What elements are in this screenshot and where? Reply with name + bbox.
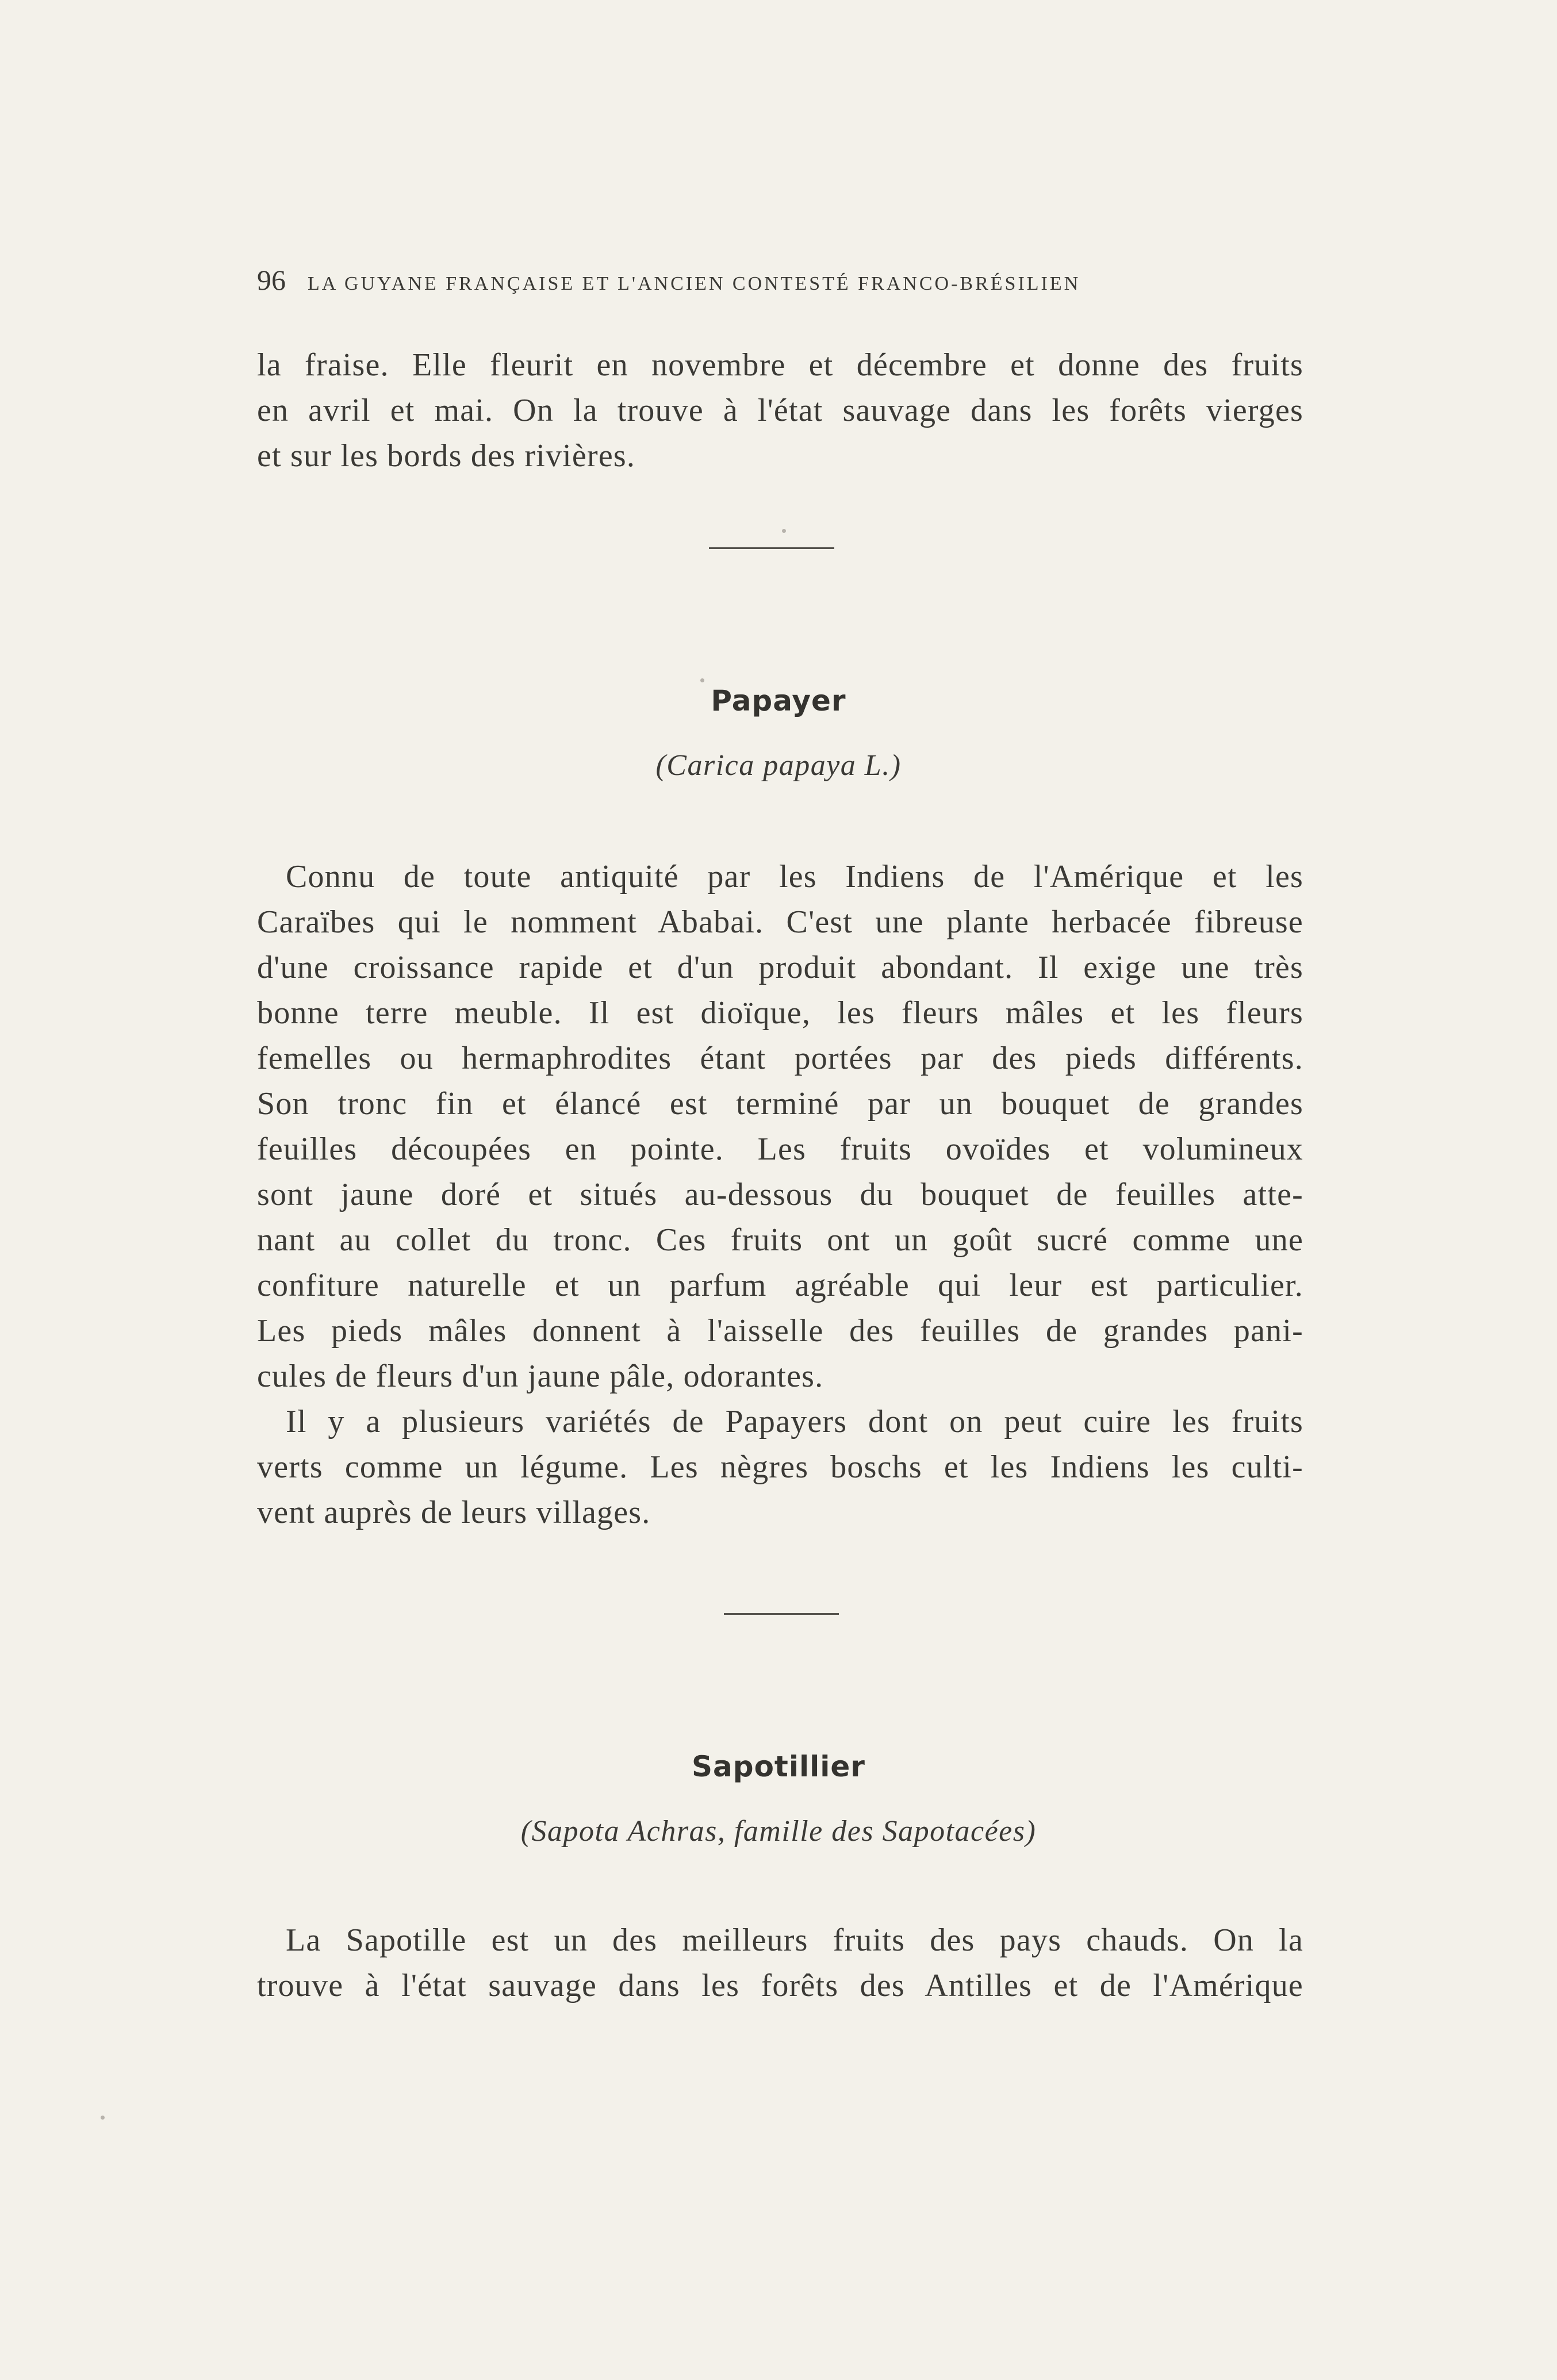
- running-head: [257, 263, 1223, 298]
- text-line: Son tronc fin et élancé est terminé par un bouquet de grandes: [257, 1086, 1303, 1122]
- text-line: cules de fleurs d'un jaune pâle, odorantes.: [257, 1358, 824, 1394]
- text-line: Caraïbes qui le nomment Ababai. C'est une plante herbacée fibreuse: [257, 904, 1303, 940]
- section-title-papayer: Papayer: [711, 684, 846, 717]
- text-line: sont jaune doré et situés au-dessous du bouquet de feuilles atte-: [257, 1177, 1303, 1212]
- text-line: feuilles découpées en pointe. Les fruits ovoïdes et volumineux: [257, 1131, 1303, 1167]
- text-line: bonne terre meuble. Il est dioïque, les fleurs mâles et les fleurs: [257, 995, 1303, 1031]
- text-line: Les pieds mâles donnent à l'aisselle des feuilles de grandes pani-: [257, 1313, 1303, 1349]
- paper-speck: [700, 678, 704, 682]
- page-number: 96: [257, 264, 286, 296]
- papayer-paragraph-1: [257, 854, 1303, 1399]
- text-line: femelles ou hermaphrodites étant portées par des pieds différents.: [257, 1041, 1303, 1076]
- text-line: vent auprès de leurs villages.: [257, 1495, 651, 1530]
- text-line: Il y a plusieurs variétés de Papayers dont on peut cuire les fruits: [286, 1404, 1303, 1439]
- intro-paragraph: [257, 343, 1303, 479]
- papayer-paragraph-2: [257, 1399, 1303, 1536]
- paper-speck: [101, 2116, 105, 2120]
- section-divider: [724, 1613, 839, 1615]
- text-line: et sur les bords des rivières.: [257, 438, 636, 474]
- text-line: la fraise. Elle fleurit en novembre et décembre et donne des fruits: [257, 347, 1303, 383]
- text-line: nant au collet du tronc. Ces fruits ont un goût sucré comme une: [257, 1222, 1303, 1258]
- section-subtitle-sapotillier: (Sapota Achras, famille des Sapotacées): [520, 1815, 1037, 1848]
- text-line: confiture naturelle et un parfum agréable qui leur est particulier.: [257, 1268, 1303, 1303]
- text-line: d'une croissance rapide et d'un produit abondant. Il exige une très: [257, 950, 1303, 985]
- text-line: Connu de toute antiquité par les Indiens de l'Amérique et les: [286, 859, 1303, 895]
- paper-speck: [782, 529, 786, 533]
- section-title-sapotillier: Sapotillier: [692, 1750, 865, 1783]
- text-line: trouve à l'état sauvage dans les forêts des Antilles et de l'Amérique: [257, 1968, 1303, 2003]
- sapotillier-paragraph-1: [257, 1918, 1303, 2009]
- text-line: La Sapotille est un des meilleurs fruits des pays chauds. On la: [286, 1922, 1303, 1958]
- text-line: en avril et mai. On la trouve à l'état sauvage dans les forêts vierges: [257, 393, 1303, 428]
- section-subtitle-papayer: (Carica papaya L.): [655, 749, 902, 782]
- running-head-title: LA GUYANE FRANÇAISE ET L'ANCIEN CONTESTÉ FRANCO-BRÉSILIEN: [308, 273, 1081, 294]
- section-divider: [709, 547, 834, 549]
- text-line: verts comme un légume. Les nègres boschs et les Indiens les culti-: [257, 1449, 1303, 1485]
